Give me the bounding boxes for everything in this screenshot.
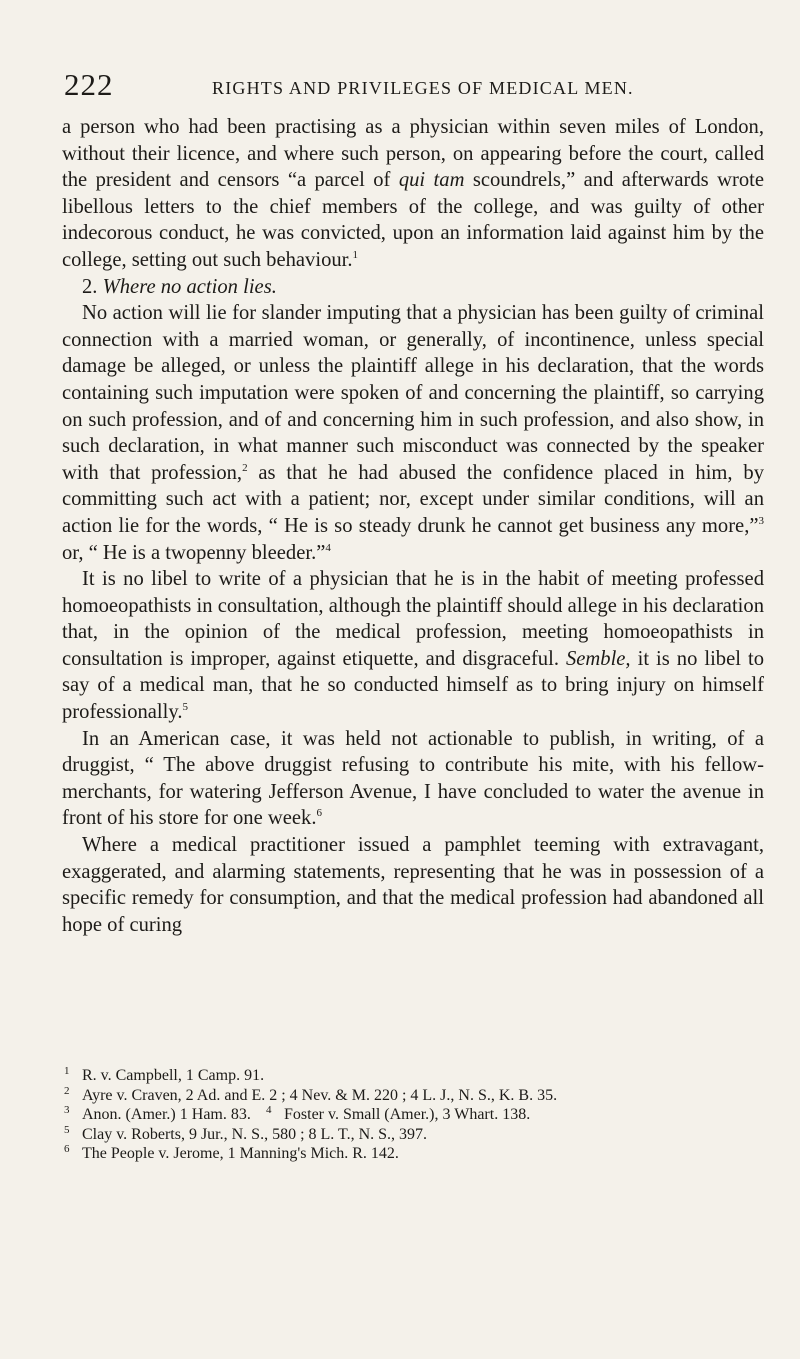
footnote-ref: 1 bbox=[352, 249, 359, 262]
italic-phrase: qui tam bbox=[398, 169, 465, 192]
main-text bbox=[62, 114, 764, 938]
footnote: 6 The People v. Jerome, 1 Manning's Mich. R. 142. bbox=[64, 1143, 399, 1163]
footnote: 1 R. v. Campbell, 1 Camp. 91. bbox=[64, 1065, 265, 1084]
page-number: 222 bbox=[64, 67, 114, 102]
page-header bbox=[64, 68, 764, 102]
footnote-ref: 2 bbox=[242, 461, 248, 474]
section-heading bbox=[62, 274, 764, 301]
footnote-ref: 3 bbox=[758, 515, 764, 528]
paragraph: No action will lie for slander imputing that a physician has been guilty of criminal connection with a married woman, or generally, of incontinence, unless special damage be alleged, or unless the plaintiff allege in his declaration, that the words containing such imputation were spoken of and concerning the plaintiff, so carrying on such profession, and of and concerning him in such profession, and also show, in such declaration, in what manner such misconduct was connected by the speaker with that profession,$^2$ as that he had abused the confidence placed in him, by committing such act with a patient; nor, except under similar conditions, will an action lie for the words, “ He is so steady drunk he cannot get business any more,”$^3$ or, “ He is a twopenny bleeder.”$^4$ bbox=[62, 302, 764, 564]
footnote: 3 Anon. (Amer.) 1 Ham. 83. bbox=[64, 1104, 251, 1124]
footnote-ref: 5 bbox=[182, 701, 188, 714]
footnote-ref: 4 bbox=[325, 541, 331, 554]
paragraph: It is no libel to write of a physician that he is in the habit of meeting professed homoeopathists in consultation, although the plaintiff should allege in his declaration that, in the opinion of the medical profession, meeting homoeopathists in consultation is improper, against etiquette, and disgraceful. Semble, it is no libel to say of a medical man, that he so conducted himself as to bring injury on himself professionally.$^5$ bbox=[62, 568, 764, 724]
footnote: 5 Clay v. Roberts, 9 Jur., N. S., 580 ; 8 L. T., N. S., 397. bbox=[64, 1123, 428, 1143]
footnote: 2 Ayre v. Craven, 2 Ad. and E. 2 ; 4 Nev. & M. 220 ; 4 L. J., N. S., K. B. 35. bbox=[64, 1084, 558, 1104]
running-head: RIGHTS AND PRIVILEGES OF MEDICAL MEN. bbox=[212, 78, 634, 98]
footnote: 4 Foster v. Small (Amer.), 3 Whart. 138. bbox=[266, 1104, 531, 1124]
paragraph-continuation: a person who had been practising as a physician within seven miles of London, without their licence, and where such person, on appearing before the court, called the president and censors “a parcel of qui tam scoundrels,” and afterwards wrote libellous letters to the chief members of the college, and was guilty of other indecorous conduct, he was convicted, upon an information laid against him by the college, setting out such behaviour.$^1$ bbox=[62, 116, 764, 271]
section-number: 2. bbox=[82, 275, 98, 298]
paragraph: Where a medical practitioner issued a pamphlet teeming with extravagant, exaggerated, and alarming statements, representing that he was in possession of a specific remedy for consumption, and that the medical profession had abandoned all hope of curing bbox=[62, 834, 764, 936]
italic-word: Semble, bbox=[565, 647, 631, 670]
paragraph: In an American case, it was held not actionable to publish, in writing, of a druggist, “ The above druggist refusing to contribute his mite, with his fellow-merchants, for watering Jefferson Avenue, I have concluded to water the avenue in front of his store for one week.$^6$ bbox=[62, 727, 764, 830]
footnotes bbox=[62, 1066, 764, 1164]
footnote-pair bbox=[62, 1105, 764, 1125]
footnote-ref: 6 bbox=[316, 807, 322, 820]
section-title: Where no action lies. bbox=[102, 275, 277, 298]
